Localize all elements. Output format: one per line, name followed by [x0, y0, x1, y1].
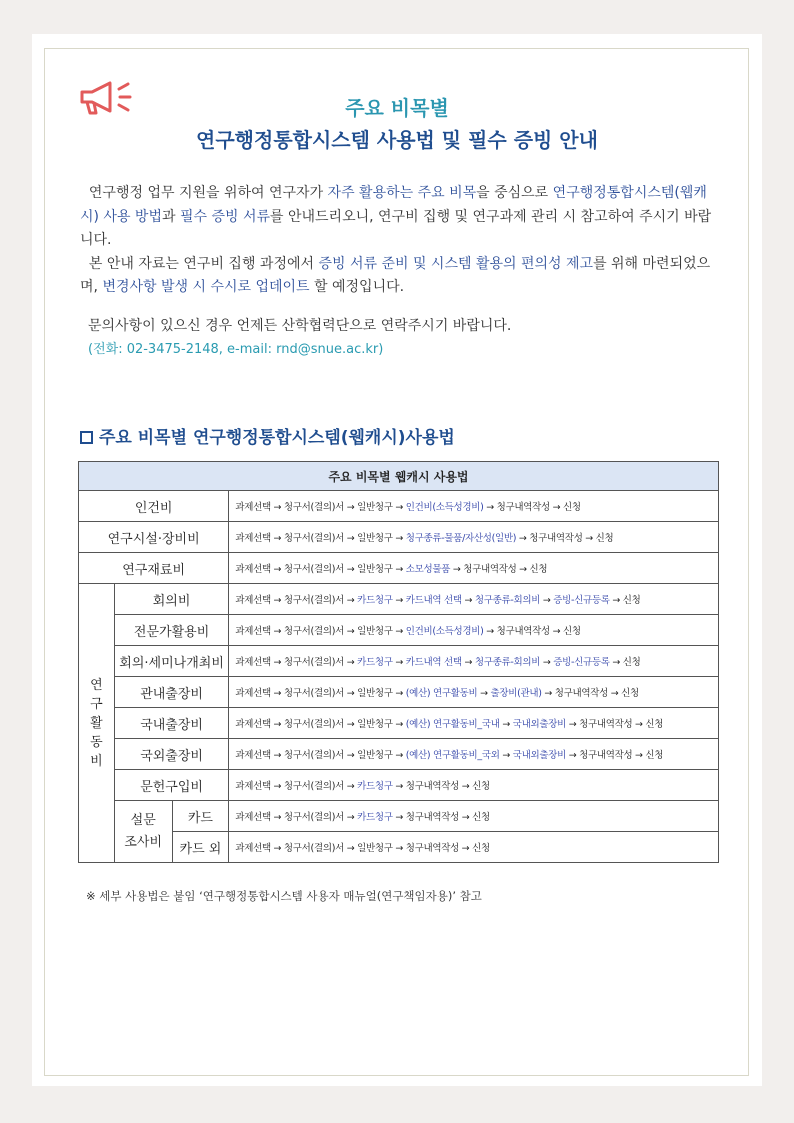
procedure-step: →: [540, 657, 554, 668]
title-line2: 연구행정통합시스템 사용법 및 필수 증빙 안내: [196, 128, 598, 152]
procedure-step: 국내외출장비: [512, 750, 566, 761]
body-text: 을 중심으로: [476, 185, 553, 201]
highlight-text: 변경사항 발생 시 수시로 업데이트: [102, 279, 310, 295]
procedure-step: 소모성물품: [405, 564, 451, 575]
row-label: 연구재료비: [79, 553, 229, 584]
procedure-step: → 청구내역작성 → 신청: [565, 750, 664, 761]
highlight-text: 증빙 서류 준비 및 시스템 활용의 편의성 제고: [318, 255, 594, 272]
procedure-step: 과제선택 → 청구서(결의)서 →: [235, 595, 358, 606]
group-label-text: 연 구 활 동 비: [90, 677, 103, 769]
row-label: 문헌구입비: [114, 770, 228, 801]
body-text: 를 위해 마련되었으며,: [80, 255, 711, 295]
procedure-step: 과제선택 → 청구서(결의)서 →: [235, 781, 358, 792]
procedure-step: → 청구내역작성 → 신청: [450, 564, 548, 575]
procedure-step: → 청구내역작성 → 신청: [392, 812, 490, 823]
procedure-step: →: [540, 595, 554, 606]
row-label: 카드: [172, 801, 229, 832]
table-row: [79, 491, 719, 522]
table-header-row: [79, 462, 719, 491]
body-text: 를 안내드리오니, 연구비 집행 및 연구과제 관리 시 참고하여 주시기 바랍니다.: [80, 208, 712, 248]
table-row: [79, 801, 719, 832]
procedure-step: 과제선택 → 청구서(결의)서 → 일반청구 →: [235, 688, 406, 699]
row-procedure: [229, 553, 719, 584]
footnote: ※ 세부 사용법은 붙임 ‘연구행정통합시스템 사용자 매뉴얼(연구책임자용)’ 참고: [86, 889, 482, 903]
row-label: 회의·세미나개최비: [114, 646, 228, 677]
section-title: [80, 423, 455, 448]
procedure-step: 과제선택 → 청구서(결의)서 → 일반청구 → 청구내역작성 → 신청: [235, 843, 490, 854]
procedure-step: → 신청: [609, 657, 641, 668]
row-procedure: [229, 677, 719, 708]
procedure-step: → 청구내역작성 → 신청: [516, 533, 614, 544]
procedure-step: 과제선택 → 청구서(결의)서 → 일반청구 →: [235, 626, 406, 637]
intro-paragraph-2-text: [80, 256, 710, 296]
intro-paragraph-1: [80, 182, 720, 253]
procedure-step: 과제선택 → 청구서(결의)서 →: [235, 657, 358, 668]
procedure-step: →: [461, 657, 475, 668]
row-label: 인건비: [79, 491, 229, 522]
procedure-step: 청구종류-회의비: [474, 595, 541, 606]
procedure-step: → 청구내역작성 → 신청: [541, 688, 639, 699]
procedure-step: 과제선택 → 청구서(결의)서 → 일반청구 →: [235, 564, 406, 575]
row-procedure: [229, 708, 719, 739]
procedure-step: → 신청: [609, 595, 641, 606]
procedure-step: 과제선택 → 청구서(결의)서 →: [235, 812, 358, 823]
contact-info: (전화: 02-3475-2148, e-mail: rnd@snue.ac.kr): [88, 342, 384, 357]
table-row: [79, 739, 719, 770]
row-procedure: [229, 832, 719, 863]
highlight-text: 자주 활용하는 주요 비목: [327, 185, 477, 201]
procedure-step: (예산) 연구활동비_국외: [405, 750, 500, 761]
usage-table: [78, 461, 719, 863]
table-row: [79, 646, 719, 677]
body-text: 과: [161, 208, 180, 225]
row-label: 전문가활용비: [114, 615, 228, 646]
table-row: [79, 832, 719, 863]
row-label: 국외출장비: [114, 739, 228, 770]
table-row: [79, 615, 719, 646]
procedure-step: 카드청구: [357, 812, 393, 823]
procedure-step: → 청구내역작성 → 신청: [565, 719, 664, 730]
section-title-text: 주요 비목별 연구행정통합시스템(웹캐시)사용법: [99, 428, 455, 448]
body-text: 연구행정 업무 지원을 위하여 연구자가: [88, 185, 328, 201]
survey-label: [114, 801, 172, 863]
procedure-step: →: [499, 750, 513, 761]
procedure-step: →: [477, 688, 491, 699]
body-text: 본 안내 자료는 연구비 집행 과정에서: [88, 255, 319, 272]
procedure-step: 증빙-신규등록: [553, 657, 610, 668]
row-procedure: [229, 770, 719, 801]
row-label: 카드 외: [172, 832, 229, 863]
row-procedure: [229, 584, 719, 615]
procedure-step: 인건비(소득성경비): [405, 626, 484, 637]
survey-label-line1: 설문: [130, 812, 156, 828]
row-procedure: [229, 615, 719, 646]
procedure-step: 인건비(소득성경비): [405, 502, 484, 513]
procedure-step: (예산) 연구활동비: [405, 688, 478, 699]
procedure-step: → 청구내역작성 → 신청: [483, 626, 581, 637]
intro-text: [80, 182, 720, 300]
procedure-step: →: [392, 595, 406, 606]
table-header: 주요 비목별 웹캐시 사용법: [79, 462, 719, 491]
body-text: 할 예정입니다.: [309, 279, 405, 295]
row-label: 연구시설·장비비: [79, 522, 229, 553]
group-label: [79, 584, 115, 863]
procedure-step: 증빙-신규등록: [553, 595, 610, 606]
row-procedure: [229, 491, 719, 522]
row-label: 회의비: [114, 584, 228, 615]
table-row: [79, 553, 719, 584]
table-row: [79, 708, 719, 739]
procedure-step: 출장비(관내): [490, 688, 542, 699]
procedure-step: 청구종류-물품/자산성(일반): [405, 533, 517, 544]
row-procedure: [229, 646, 719, 677]
procedure-step: 과제선택 → 청구서(결의)서 → 일반청구 →: [235, 750, 406, 761]
highlight-text: 연구행정통합시스템(웹캐시) 사용 방법: [80, 185, 707, 225]
table-row: [79, 770, 719, 801]
table-row: [79, 584, 719, 615]
procedure-step: → 청구내역작성 → 신청: [483, 502, 581, 513]
procedure-step: 과제선택 → 청구서(결의)서 → 일반청구 →: [235, 719, 406, 730]
procedure-step: 카드내역 선택: [405, 657, 462, 668]
title-line1: 주요 비목별: [345, 96, 449, 120]
row-label: 관내출장비: [114, 677, 228, 708]
procedure-step: 청구종류-회의비: [474, 657, 541, 668]
intro-paragraph-2: [80, 253, 720, 300]
row-procedure: [229, 801, 719, 832]
highlight-text: 필수 증빙 서류: [179, 208, 271, 225]
intro-paragraph-1-text: [80, 185, 711, 248]
procedure-step: 카드청구: [357, 657, 393, 668]
procedure-step: (예산) 연구활동비_국내: [405, 719, 500, 730]
table-row: [79, 677, 719, 708]
procedure-step: 국내외출장비: [512, 719, 566, 730]
procedure-step: →: [392, 657, 406, 668]
procedure-step: 과제선택 → 청구서(결의)서 → 일반청구 →: [235, 502, 406, 513]
procedure-step: 과제선택 → 청구서(결의)서 → 일반청구 →: [235, 533, 406, 544]
table-row: [79, 522, 719, 553]
procedure-step: →: [499, 719, 513, 730]
survey-label-line2: 조사비: [124, 834, 163, 850]
procedure-step: 카드내역 선택: [405, 595, 462, 606]
row-procedure: [229, 522, 719, 553]
checkbox-square-icon: [80, 431, 93, 444]
row-procedure: [229, 739, 719, 770]
procedure-step: → 청구내역작성 → 신청: [392, 781, 490, 792]
procedure-step: 카드청구: [357, 595, 393, 606]
procedure-step: 카드청구: [357, 781, 393, 792]
contact-question: 문의사항이 있으신 경우 언제든 산학협력단으로 연락주시기 바랍니다.: [88, 318, 512, 334]
procedure-step: →: [461, 595, 475, 606]
row-label: 국내출장비: [114, 708, 228, 739]
